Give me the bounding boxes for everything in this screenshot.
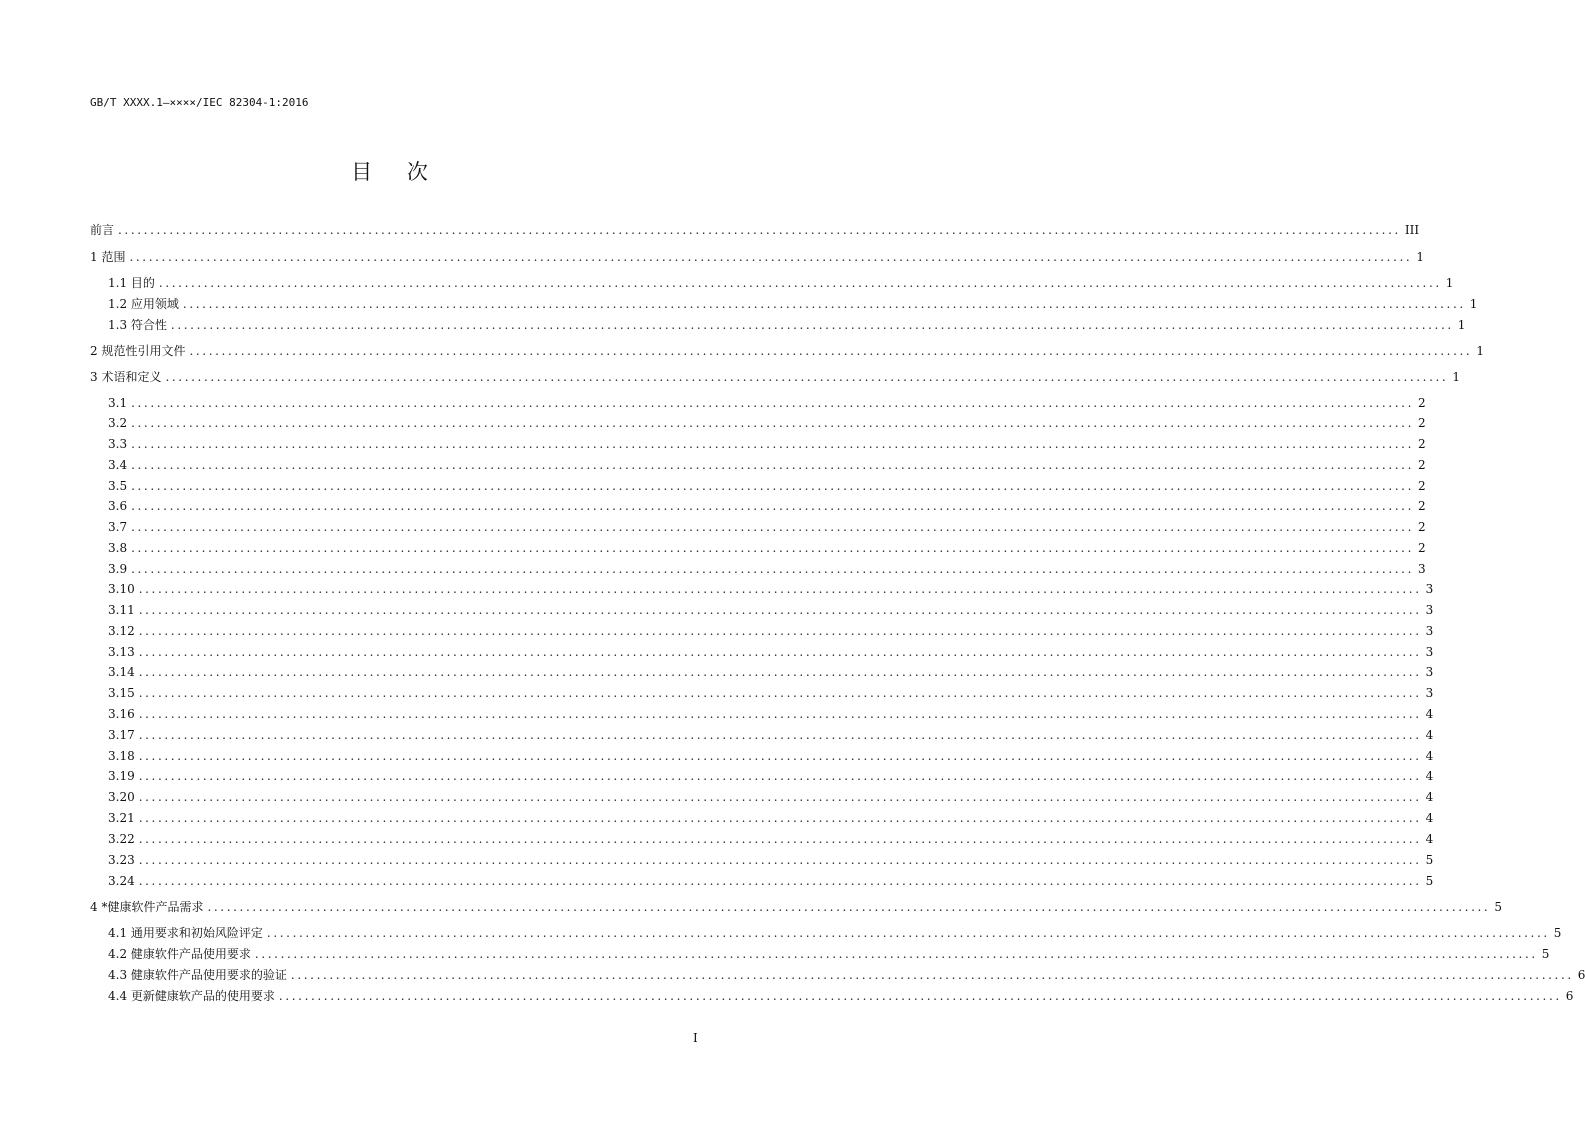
toc-entry-page: 3 xyxy=(1425,686,1434,700)
toc-entry-page: 3 xyxy=(1425,603,1434,617)
toc-entry[interactable] xyxy=(90,946,1550,962)
toc-entry-page: 5 xyxy=(1541,947,1550,961)
toc-entry-label: 3.18 xyxy=(108,749,135,763)
toc-entry-label: 4.4 更新健康软产品的使用要求 xyxy=(108,989,275,1003)
toc-entry[interactable] xyxy=(90,581,1434,597)
toc-leader-dots: ........................................................................................................................................................................................................ xyxy=(165,370,1449,384)
toc-entry-label: 3.23 xyxy=(108,853,135,867)
toc-entry-page: 5 xyxy=(1425,874,1434,888)
toc-leader-dots: ........................................................................................................................................................................................................ xyxy=(131,541,1414,555)
toc-leader-dots: ........................................................................................................................................................................................................ xyxy=(138,707,1422,721)
toc-entry[interactable] xyxy=(90,395,1426,411)
toc-entry-label: 3.24 xyxy=(108,874,135,888)
toc-leader-dots: ........................................................................................................................................................................................................ xyxy=(138,582,1422,596)
toc-entry-label: 3.17 xyxy=(108,728,135,742)
toc-entry-label: 3.13 xyxy=(108,645,135,659)
toc-entry[interactable] xyxy=(90,415,1426,431)
toc-entry[interactable] xyxy=(90,478,1426,494)
toc-entry[interactable] xyxy=(90,852,1434,868)
toc-entry[interactable] xyxy=(90,768,1434,784)
toc-leader-dots: ........................................................................................................................................................................................................ xyxy=(290,968,1574,982)
toc-entry-label: 3.14 xyxy=(108,665,135,679)
toc-entry[interactable] xyxy=(90,317,1466,333)
toc-entry-page: 1 xyxy=(1416,250,1424,264)
toc-entry[interactable] xyxy=(90,498,1426,514)
table-of-contents xyxy=(90,0,1585,1122)
toc-entry-page: 3 xyxy=(1425,624,1434,638)
toc-leader-dots: ........................................................................................................................................................................................................ xyxy=(138,749,1422,763)
toc-entry-page: 2 xyxy=(1417,499,1426,513)
toc-entry-page: 5 xyxy=(1553,926,1562,940)
toc-entry-label: 3.3 xyxy=(108,437,128,451)
toc-entry-label: 3.9 xyxy=(108,562,128,576)
toc-entry[interactable] xyxy=(90,899,1502,915)
toc-entry-label: 3.20 xyxy=(108,790,135,804)
toc-entry-label: 1 范围 xyxy=(90,250,126,264)
toc-leader-dots: ........................................................................................................................................................................................................ xyxy=(138,603,1422,617)
toc-entry[interactable] xyxy=(90,222,1420,238)
toc-leader-dots: ........................................................................................................................................................................................................ xyxy=(131,416,1414,430)
toc-entry[interactable] xyxy=(90,623,1434,639)
toc-entry-page: 2 xyxy=(1417,458,1426,472)
toc-entry-page: 3 xyxy=(1417,562,1426,576)
toc-entry[interactable] xyxy=(90,249,1424,265)
toc-entry-label: 前言 xyxy=(90,223,115,237)
toc-entry-page: 4 xyxy=(1425,728,1434,742)
toc-entry-label: 3.11 xyxy=(108,603,135,617)
toc-entry-label: 4.2 健康软件产品使用要求 xyxy=(108,947,251,961)
toc-entry-page: 1 xyxy=(1457,318,1466,332)
toc-entry[interactable] xyxy=(90,967,1585,983)
toc-entry-page: 2 xyxy=(1417,416,1426,430)
toc-entry-label: 3.5 xyxy=(108,479,128,493)
toc-leader-dots: ........................................................................................................................................................................................................ xyxy=(129,250,1413,264)
toc-entry-page: 4 xyxy=(1425,790,1434,804)
toc-entry-label: 1.2 应用领域 xyxy=(108,297,179,311)
toc-entry[interactable] xyxy=(90,925,1562,941)
toc-entry-page: 1 xyxy=(1445,276,1454,290)
toc-leader-dots: ........................................................................................................................................................................................................ xyxy=(138,728,1422,742)
toc-entry-page: 6 xyxy=(1565,989,1574,1003)
toc-entry-page: 5 xyxy=(1425,853,1434,867)
toc-leader-dots: ........................................................................................................................................................................................................ xyxy=(131,562,1414,576)
toc-entry[interactable] xyxy=(90,343,1484,359)
toc-entry-page: 4 xyxy=(1425,769,1434,783)
toc-entry[interactable] xyxy=(90,275,1454,291)
toc-entry-page: 4 xyxy=(1425,707,1434,721)
toc-leader-dots: ........................................................................................................................................................................................................ xyxy=(131,458,1414,472)
toc-entry-page: 3 xyxy=(1425,665,1434,679)
toc-entry[interactable] xyxy=(90,519,1426,535)
toc-entry-label: 3.1 xyxy=(108,396,128,410)
toc-entry[interactable] xyxy=(90,873,1434,889)
toc-entry-page: 4 xyxy=(1425,832,1434,846)
toc-leader-dots: ........................................................................................................................................................................................................ xyxy=(266,926,1550,940)
toc-entry-label: 4 *健康软件产品需求 xyxy=(90,900,204,914)
toc-entry-page: 4 xyxy=(1425,749,1434,763)
toc-leader-dots: ........................................................................................................................................................................................................ xyxy=(138,769,1422,783)
toc-leader-dots: ........................................................................................................................................................................................................ xyxy=(138,811,1422,825)
toc-leader-dots: ........................................................................................................................................................................................................ xyxy=(131,520,1414,534)
toc-entry-label: 3.10 xyxy=(108,582,135,596)
toc-entry[interactable] xyxy=(90,727,1434,743)
toc-leader-dots: ........................................................................................................................................................................................................ xyxy=(158,276,1442,290)
toc-entry-label: 3.8 xyxy=(108,541,128,555)
toc-entry-label: 3.21 xyxy=(108,811,135,825)
toc-entry[interactable] xyxy=(90,644,1434,660)
page-title: 目 次 xyxy=(351,160,442,184)
toc-entry[interactable] xyxy=(90,540,1426,556)
toc-leader-dots: ........................................................................................................................................................................................................ xyxy=(189,344,1473,358)
toc-entry-page: 2 xyxy=(1417,479,1426,493)
toc-entry[interactable] xyxy=(90,436,1426,452)
toc-entry-page: 2 xyxy=(1417,396,1426,410)
toc-leader-dots: ........................................................................................................................................................................................................ xyxy=(138,832,1422,846)
toc-entry-page: 1 xyxy=(1469,297,1478,311)
toc-entry-page: 3 xyxy=(1425,645,1434,659)
toc-entry-page: 2 xyxy=(1417,520,1426,534)
toc-leader-dots: ........................................................................................................................................................................................................ xyxy=(138,645,1422,659)
toc-entry-page: 2 xyxy=(1417,541,1426,555)
toc-leader-dots: ........................................................................................................................................................................................................ xyxy=(138,790,1422,804)
toc-entry[interactable] xyxy=(90,831,1434,847)
toc-entry-page: 3 xyxy=(1425,582,1434,596)
toc-leader-dots: ........................................................................................................................................................................................................ xyxy=(138,624,1422,638)
toc-entry-label: 3.2 xyxy=(108,416,128,430)
toc-entry[interactable] xyxy=(90,789,1434,805)
toc-entry[interactable] xyxy=(90,369,1460,385)
toc-entry-page: III xyxy=(1404,223,1420,237)
toc-entry[interactable] xyxy=(90,810,1434,826)
toc-entry-label: 3.15 xyxy=(108,686,135,700)
toc-leader-dots: ........................................................................................................................................................................................................ xyxy=(131,499,1414,513)
toc-entry-page: 1 xyxy=(1452,370,1460,384)
toc-leader-dots: ........................................................................................................................................................................................................ xyxy=(131,396,1414,410)
toc-leader-dots: ........................................................................................................................................................................................................ xyxy=(118,223,1401,237)
toc-leader-dots: ........................................................................................................................................................................................................ xyxy=(138,853,1422,867)
toc-entry-label: 3.12 xyxy=(108,624,135,638)
toc-entry[interactable] xyxy=(90,988,1574,1004)
toc-entry-page: 4 xyxy=(1425,811,1434,825)
toc-entry[interactable] xyxy=(90,561,1426,577)
toc-entry-label: 3.16 xyxy=(108,707,135,721)
toc-entry-label: 3.6 xyxy=(108,499,128,513)
toc-entry-label: 1.1 目的 xyxy=(108,276,155,290)
toc-entry[interactable] xyxy=(90,664,1434,680)
toc-leader-dots: ........................................................................................................................................................................................................ xyxy=(182,297,1466,311)
toc-leader-dots: ........................................................................................................................................................................................................ xyxy=(131,479,1414,493)
toc-leader-dots: ........................................................................................................................................................................................................ xyxy=(278,989,1562,1003)
toc-leader-dots: ........................................................................................................................................................................................................ xyxy=(170,318,1454,332)
toc-entry[interactable] xyxy=(90,296,1478,312)
document-code-header: GB/T XXXX.1—××××/IEC 82304-1:2016 xyxy=(90,96,309,109)
toc-entry-label: 1.3 符合性 xyxy=(108,318,167,332)
toc-entry[interactable] xyxy=(90,457,1426,473)
toc-entry-label: 3.22 xyxy=(108,832,135,846)
toc-entry-page: 2 xyxy=(1417,437,1426,451)
toc-entry-label: 2 规范性引用文件 xyxy=(90,344,186,358)
toc-entry[interactable] xyxy=(90,685,1434,701)
toc-entry[interactable] xyxy=(90,706,1434,722)
toc-entry-page: 5 xyxy=(1494,900,1502,914)
toc-leader-dots: ........................................................................................................................................................................................................ xyxy=(254,947,1538,961)
toc-entry-page: 1 xyxy=(1476,344,1484,358)
toc-entry-label: 3.4 xyxy=(108,458,128,472)
toc-leader-dots: ........................................................................................................................................................................................................ xyxy=(207,900,1491,914)
toc-leader-dots: ........................................................................................................................................................................................................ xyxy=(138,874,1422,888)
toc-entry-label: 3 术语和定义 xyxy=(90,370,162,384)
toc-entry-label: 3.19 xyxy=(108,769,135,783)
toc-leader-dots: ........................................................................................................................................................................................................ xyxy=(138,686,1422,700)
toc-entry-label: 3.7 xyxy=(108,520,128,534)
toc-entry[interactable] xyxy=(90,748,1434,764)
page-number: I xyxy=(693,1031,698,1045)
toc-entry-label: 4.1 通用要求和初始风险评定 xyxy=(108,926,263,940)
toc-entry[interactable] xyxy=(90,602,1434,618)
toc-leader-dots: ........................................................................................................................................................................................................ xyxy=(131,437,1414,451)
toc-entry-label: 4.3 健康软件产品使用要求的验证 xyxy=(108,968,287,982)
toc-entry-page: 6 xyxy=(1577,968,1585,982)
toc-leader-dots: ........................................................................................................................................................................................................ xyxy=(138,665,1422,679)
